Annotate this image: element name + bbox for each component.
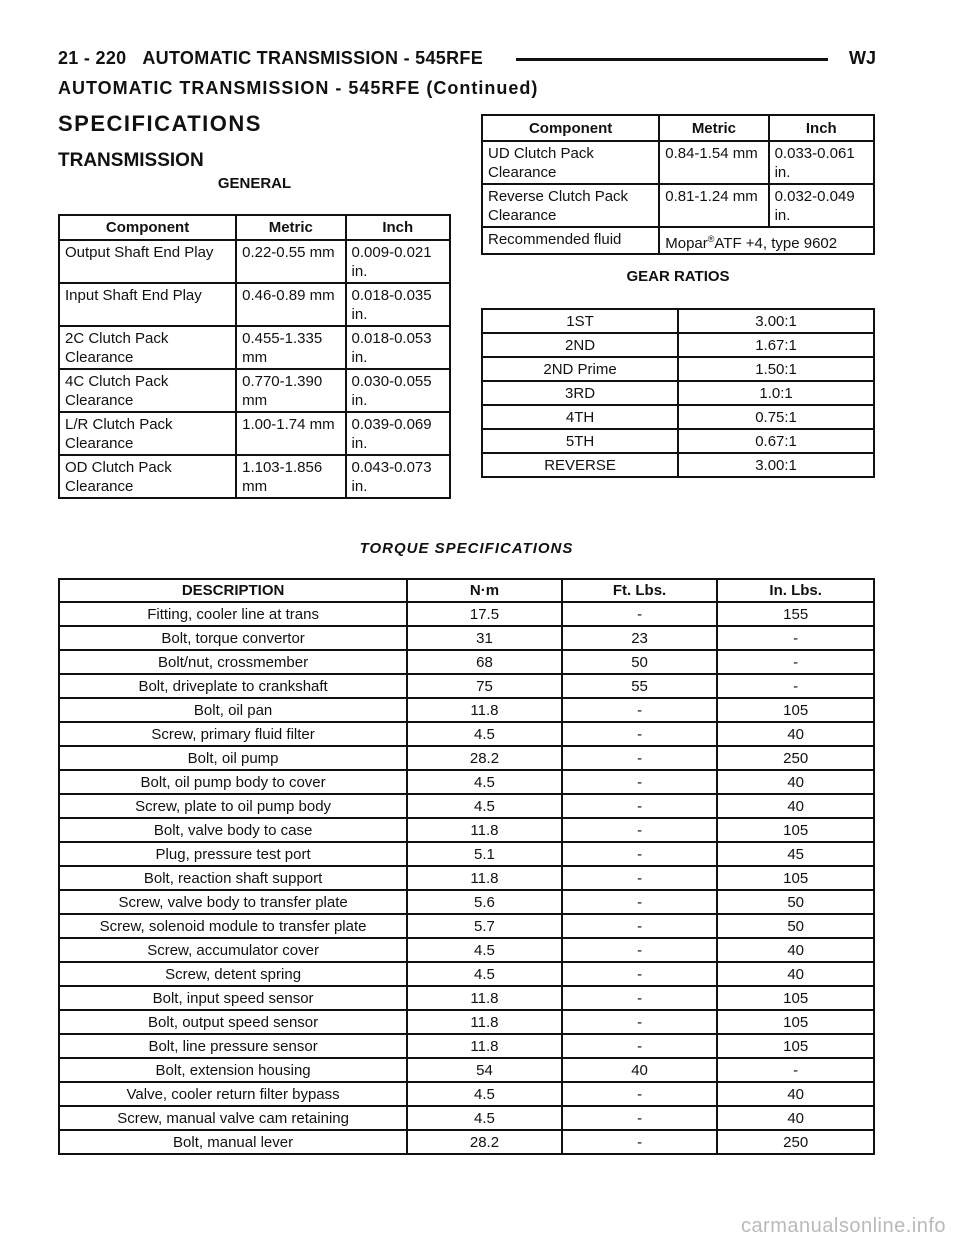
table-cell: Valve, cooler return filter bypass — [59, 1082, 407, 1106]
table-cell: 1ST — [482, 309, 678, 333]
table-cell: 105 — [717, 1010, 874, 1034]
header-rule — [516, 58, 828, 61]
table-cell: - — [562, 914, 718, 938]
table-cell: Screw, primary fluid filter — [59, 722, 407, 746]
table-cell: - — [562, 698, 718, 722]
table-row — [482, 309, 874, 333]
table-cell: 0.770-1.390 mm — [236, 369, 345, 412]
table-header-row — [482, 115, 874, 141]
table-row — [59, 962, 874, 986]
table-cell: - — [562, 722, 718, 746]
table-cell: 105 — [717, 866, 874, 890]
table-cell: 40 — [717, 770, 874, 794]
table-cell: 40 — [562, 1058, 718, 1082]
table-cell: 4TH — [482, 405, 678, 429]
table-row — [59, 1010, 874, 1034]
table-cell: - — [562, 842, 718, 866]
table-cell: 2C Clutch Pack Clearance — [59, 326, 236, 369]
table-cell: 5.6 — [407, 890, 562, 914]
table-row — [59, 1082, 874, 1106]
table-row — [59, 626, 874, 650]
table-cell: 0.033-0.061 in. — [769, 141, 874, 184]
table-cell: L/R Clutch Pack Clearance — [59, 412, 236, 455]
table-row — [59, 890, 874, 914]
table-header-row — [59, 579, 874, 602]
table-cell: Reverse Clutch Pack Clearance — [482, 184, 659, 227]
table-cell: 250 — [717, 1130, 874, 1154]
table-cell: Bolt, torque convertor — [59, 626, 407, 650]
table-cell: 2ND — [482, 333, 678, 357]
table-cell: 54 — [407, 1058, 562, 1082]
table-cell: 105 — [717, 1034, 874, 1058]
table-cell: 250 — [717, 746, 874, 770]
column-header: Metric — [659, 115, 768, 141]
table-cell: 4.5 — [407, 1106, 562, 1130]
table-cell: 105 — [717, 818, 874, 842]
table-row — [59, 1106, 874, 1130]
table-cell: 31 — [407, 626, 562, 650]
table-cell: - — [562, 1130, 718, 1154]
table-cell: 40 — [717, 722, 874, 746]
table-cell: Screw, accumulator cover — [59, 938, 407, 962]
table-cell: Output Shaft End Play — [59, 240, 236, 283]
table-row — [59, 674, 874, 698]
column-header: DESCRIPTION — [59, 579, 407, 602]
table-cell: Bolt, reaction shaft support — [59, 866, 407, 890]
table-cell: 0.84-1.54 mm — [659, 141, 768, 184]
table-cell: 40 — [717, 938, 874, 962]
column-header: Component — [59, 215, 236, 240]
table-cell: Screw, manual valve cam retaining — [59, 1106, 407, 1130]
table-cell: 0.039-0.069 in. — [346, 412, 450, 455]
table-cell: Screw, plate to oil pump body — [59, 794, 407, 818]
torque-specs-table — [58, 578, 875, 1155]
table-cell: Bolt, driveplate to crankshaft — [59, 674, 407, 698]
watermark: carmanualsonline.info — [740, 1215, 946, 1237]
table-cell: 40 — [717, 1082, 874, 1106]
table-row — [482, 429, 874, 453]
table-cell: Bolt, extension housing — [59, 1058, 407, 1082]
table-row — [59, 455, 450, 498]
table-cell: 155 — [717, 602, 874, 626]
table-row — [59, 842, 874, 866]
table-row — [59, 1034, 874, 1058]
table-cell: 1.50:1 — [678, 357, 874, 381]
table-cell: 4.5 — [407, 938, 562, 962]
table-cell: 5.1 — [407, 842, 562, 866]
table-cell: - — [562, 962, 718, 986]
table-row — [59, 602, 874, 626]
continued-heading: AUTOMATIC TRANSMISSION - 545RFE (Continued) — [58, 78, 539, 98]
table-cell: 11.8 — [407, 698, 562, 722]
table-row — [59, 938, 874, 962]
table-row — [59, 722, 874, 746]
table-header-row — [59, 215, 450, 240]
table-row — [482, 141, 874, 184]
table-cell: 0.46-0.89 mm — [236, 283, 345, 326]
table-row — [482, 405, 874, 429]
table-cell: 0.032-0.049 in. — [769, 184, 874, 227]
table-cell: 0.018-0.053 in. — [346, 326, 450, 369]
table-cell: Bolt, oil pump — [59, 746, 407, 770]
column-header: Component — [482, 115, 659, 141]
table-row — [482, 357, 874, 381]
table-cell: 11.8 — [407, 1010, 562, 1034]
table-cell: - — [562, 890, 718, 914]
column-header: Inch — [769, 115, 874, 141]
table-cell: - — [562, 794, 718, 818]
table-cell: 11.8 — [407, 818, 562, 842]
table-cell: Screw, solenoid module to transfer plate — [59, 914, 407, 938]
table-cell: 17.5 — [407, 602, 562, 626]
table-cell: 0.22-0.55 mm — [236, 240, 345, 283]
general-caption: GENERAL — [217, 175, 292, 192]
table-cell: - — [562, 602, 718, 626]
table-cell: 1.00-1.74 mm — [236, 412, 345, 455]
table-cell: - — [562, 986, 718, 1010]
page-number-section: 21 - 220 AUTOMATIC TRANSMISSION - 545RFE — [58, 48, 484, 68]
table-cell: Screw, valve body to transfer plate — [59, 890, 407, 914]
table-cell: 3.00:1 — [678, 309, 874, 333]
table-cell: 68 — [407, 650, 562, 674]
general-specs-table-continued — [481, 114, 875, 255]
table-row — [59, 240, 450, 283]
fluid-value: Mopar®ATF +4, type 9602 — [659, 227, 874, 254]
table-cell: - — [562, 1010, 718, 1034]
table-cell: 40 — [717, 1106, 874, 1130]
table-cell: 4.5 — [407, 722, 562, 746]
table-cell: Input Shaft End Play — [59, 283, 236, 326]
table-cell: 40 — [717, 794, 874, 818]
column-header: Metric — [236, 215, 345, 240]
table-row — [59, 818, 874, 842]
table-cell: 4.5 — [407, 794, 562, 818]
table-row — [59, 698, 874, 722]
table-cell: 75 — [407, 674, 562, 698]
table-cell: - — [562, 770, 718, 794]
table-row — [59, 746, 874, 770]
table-cell: 4.5 — [407, 1082, 562, 1106]
table-row — [59, 283, 450, 326]
table-row — [59, 369, 450, 412]
table-cell: Fitting, cooler line at trans — [59, 602, 407, 626]
table-row — [482, 333, 874, 357]
table-cell: 105 — [717, 986, 874, 1010]
table-cell: - — [717, 626, 874, 650]
table-cell: - — [717, 674, 874, 698]
table-cell: 0.009-0.021 in. — [346, 240, 450, 283]
table-cell: 3RD — [482, 381, 678, 405]
table-cell: 1.67:1 — [678, 333, 874, 357]
table-cell: 0.043-0.073 in. — [346, 455, 450, 498]
gear-ratios-caption: GEAR RATIOS — [626, 268, 730, 285]
column-header: Ft. Lbs. — [562, 579, 718, 602]
table-cell: 11.8 — [407, 866, 562, 890]
table-row — [59, 914, 874, 938]
table-cell: 45 — [717, 842, 874, 866]
table-cell: 0.81-1.24 mm — [659, 184, 768, 227]
transmission-heading: TRANSMISSION — [58, 150, 204, 171]
table-cell: Bolt, oil pump body to cover — [59, 770, 407, 794]
table-cell: Plug, pressure test port — [59, 842, 407, 866]
table-cell: 0.030-0.055 in. — [346, 369, 450, 412]
table-cell: 2ND Prime — [482, 357, 678, 381]
table-cell: 4.5 — [407, 962, 562, 986]
table-cell: 0.455-1.335 mm — [236, 326, 345, 369]
table-row — [482, 381, 874, 405]
table-cell: 5TH — [482, 429, 678, 453]
table-cell: 28.2 — [407, 746, 562, 770]
table-row — [59, 1058, 874, 1082]
table-cell: - — [562, 818, 718, 842]
table-cell: UD Clutch Pack Clearance — [482, 141, 659, 184]
table-cell: - — [717, 1058, 874, 1082]
table-cell: 5.7 — [407, 914, 562, 938]
table-row — [59, 794, 874, 818]
column-header: N·m — [407, 579, 562, 602]
table-row — [59, 866, 874, 890]
table-cell: 0.018-0.035 in. — [346, 283, 450, 326]
table-cell: 105 — [717, 698, 874, 722]
table-row — [59, 326, 450, 369]
table-row — [59, 986, 874, 1010]
table-cell: 50 — [562, 650, 718, 674]
gear-ratios-table — [481, 308, 875, 478]
table-cell: - — [562, 1034, 718, 1058]
table-cell: REVERSE — [482, 453, 678, 477]
fluid-label: Recommended fluid — [482, 227, 659, 254]
table-row — [59, 770, 874, 794]
table-cell: - — [562, 1106, 718, 1130]
table-cell: 11.8 — [407, 1034, 562, 1058]
table-cell: 3.00:1 — [678, 453, 874, 477]
table-cell: Bolt, valve body to case — [59, 818, 407, 842]
table-cell: 0.67:1 — [678, 429, 874, 453]
table-row — [59, 650, 874, 674]
table-cell: Bolt, line pressure sensor — [59, 1034, 407, 1058]
table-cell: - — [717, 650, 874, 674]
table-cell: Bolt, oil pan — [59, 698, 407, 722]
table-cell: 28.2 — [407, 1130, 562, 1154]
table-cell: 1.103-1.856 mm — [236, 455, 345, 498]
table-cell: - — [562, 746, 718, 770]
table-cell: - — [562, 866, 718, 890]
table-row — [59, 412, 450, 455]
table-cell: 55 — [562, 674, 718, 698]
table-row — [482, 453, 874, 477]
table-cell: 4C Clutch Pack Clearance — [59, 369, 236, 412]
column-header: Inch — [346, 215, 450, 240]
table-cell: 50 — [717, 914, 874, 938]
table-cell: 50 — [717, 890, 874, 914]
table-cell: - — [562, 1082, 718, 1106]
table-cell: Bolt, output speed sensor — [59, 1010, 407, 1034]
table-cell: 11.8 — [407, 986, 562, 1010]
torque-caption: TORQUE SPECIFICATIONS — [359, 540, 574, 557]
table-cell: 4.5 — [407, 770, 562, 794]
table-cell: 0.75:1 — [678, 405, 874, 429]
general-specs-table — [58, 214, 451, 499]
table-cell: 1.0:1 — [678, 381, 874, 405]
column-header: In. Lbs. — [717, 579, 874, 602]
table-cell: Screw, detent spring — [59, 962, 407, 986]
table-cell: Bolt, manual lever — [59, 1130, 407, 1154]
table-cell: - — [562, 938, 718, 962]
specifications-heading: SPECIFICATIONS — [58, 111, 262, 136]
table-row — [482, 227, 874, 254]
page-header — [58, 48, 876, 70]
model-code: WJ — [849, 48, 876, 68]
table-cell: 23 — [562, 626, 718, 650]
table-row — [59, 1130, 874, 1154]
table-cell: Bolt, input speed sensor — [59, 986, 407, 1010]
table-cell: 40 — [717, 962, 874, 986]
table-cell: OD Clutch Pack Clearance — [59, 455, 236, 498]
table-cell: Bolt/nut, crossmember — [59, 650, 407, 674]
table-row — [482, 184, 874, 227]
